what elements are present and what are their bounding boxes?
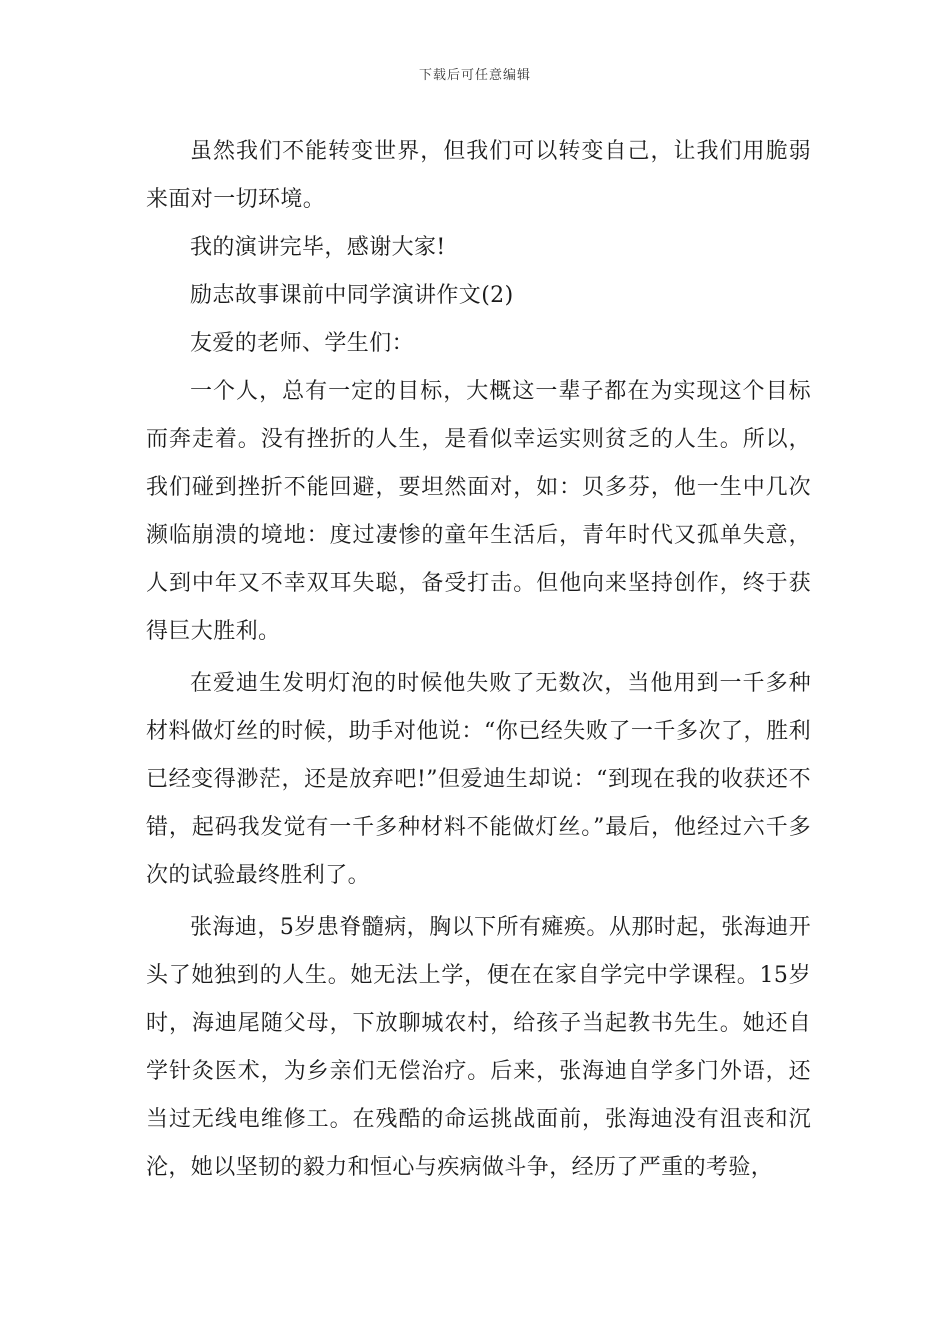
section-title: 励志故事课前中同学演讲作文(2) — [190, 283, 514, 308]
paragraph-beethoven: 一个人，总有一定的目标，大概这一辈子都在为实现这个目标而奔走着。没有挫折的人生，是看似幸运实则贫乏的人生。所以，我们碰到挫折不能回避，要坦然面对，如：贝多芬，他一生中几次濒临崩溃的境地：度过凄惨的童年生活后，青年时代又孤单失意，人到中年又不幸双耳失聪，备受打击。但他向来坚持创作，终于获得巨大胜利。 — [146, 379, 811, 644]
paragraph-greeting: 友爱的老师、学生们： — [190, 331, 415, 356]
paragraph-closing-thought: 虽然我们不能转变世界，但我们可以转变自己，让我们用脆弱来面对一切环境。 — [146, 139, 811, 212]
paragraph-zhang-haidi: 张海迪，5岁患脊髓病，胸以下所有瘫痪。从那时起，张海迪开头了她独到的人生。她无法上学，便在在家自学完中学课程。15岁时，海迪尾随父母，下放聊城农村，给孩子当起教书先生。她还自学针灸医术，为乡亲们无偿治疗。后来，张海迪自学多门外语，还当过无线电维修工。在残酷的命运挑战面前，张海迪没有沮丧和沉沦，她以坚韧的毅力和恒心与疾病做斗争，经历了严重的考验， — [146, 915, 811, 1180]
paragraph-edison: 在爱迪生发明灯泡的时候他失败了无数次，当他用到一千多种材料做灯丝的时候，助手对他说：“你已经失败了一千多次了，胜利已经变得渺茫，还是放弃吧!”但爱迪生却说：“到现在我的收获还不错，起码我发觉有一千多种材料不能做灯丝。”最后，他经过六千多次的试验最终胜利了。 — [146, 671, 811, 888]
document-body — [146, 128, 811, 1192]
page-header: 下载后可任意编辑 — [418, 68, 531, 83]
paragraph-speech-end: 我的演讲完毕，感谢大家! — [190, 235, 446, 260]
